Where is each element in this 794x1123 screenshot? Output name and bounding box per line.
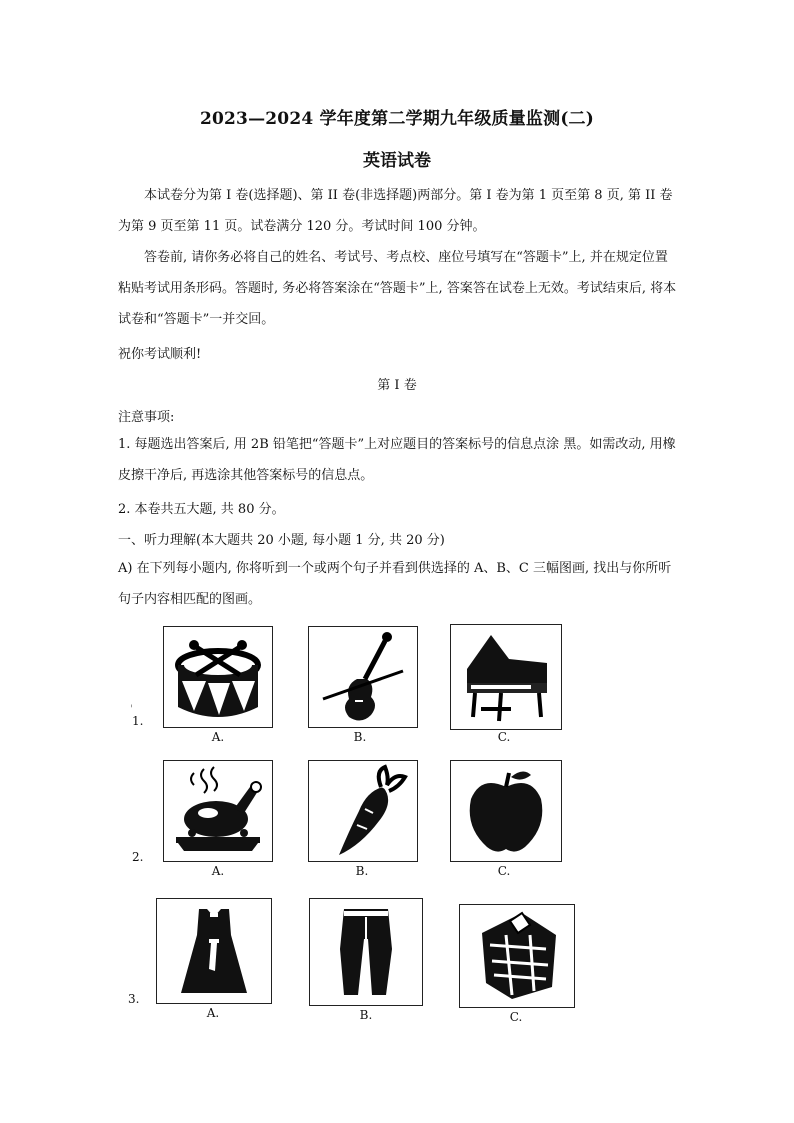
option-label-2b: B.: [355, 864, 369, 878]
option-label-3a: A.: [206, 1006, 220, 1020]
option-label-2c: C.: [497, 864, 511, 878]
option-label-1b: B.: [353, 730, 367, 744]
notes-title: 注意事项:: [118, 410, 175, 425]
question-number-1: 1.: [132, 714, 144, 728]
option-label-1c: C.: [497, 730, 511, 744]
wish-text: 祝你考试顺利!: [118, 347, 202, 362]
piano-icon: [451, 625, 561, 729]
option-image-3c: [459, 904, 575, 1008]
option-image-2c: [450, 760, 562, 862]
intro-paragraph-2: 答卷前, 请你务必将自己的姓名、考试号、考点校、座位号填写在“答题卡”上, 并在规定位置粘贴考试用条形码。答题时, 务必将答案涂在“答题卡”上, 答案答在试卷上无效。考试结束后, 将本试卷和“答题卡”一并交回。: [118, 250, 677, 327]
option-image-2a: [163, 760, 273, 862]
roast-chicken-icon: [164, 761, 272, 861]
exam-subtitle: 英语试卷: [363, 151, 431, 171]
option-image-2b: [308, 760, 418, 862]
note-1: 1. 每题选出答案后, 用 2B 铅笔把“答题卡”上对应题目的答案标号的信息点涂 黑。如需改动, 用橡皮擦干净后, 再选涂其他答案标号的信息点。: [118, 437, 676, 483]
section-title: 一、听力理解(本大题共 20 小题, 每小题 1 分, 共 20 分): [118, 533, 445, 548]
question-number-2: 2.: [132, 850, 144, 864]
option-image-3a: [156, 898, 272, 1004]
violin-icon: [309, 627, 417, 727]
option-label-3b: B.: [359, 1008, 373, 1022]
part-heading: 第 I 卷: [377, 378, 417, 393]
exam-title: 2023—2024 学年度第二学期九年级质量监测(二): [199, 109, 595, 129]
option-label-3c: C.: [509, 1010, 523, 1024]
drum-icon: [164, 627, 272, 727]
scan-mark: ': [130, 704, 133, 715]
option-image-1b: [308, 626, 418, 728]
shirt-icon: [460, 905, 574, 1007]
section-instruction: A) 在下列每小题内, 你将听到一个或两个句子并看到供选择的 A、B、C 三幅图画, 找出与你所听句子内容相匹配的图画。: [118, 561, 672, 607]
option-image-1c: [450, 624, 562, 730]
option-image-3b: [309, 898, 423, 1006]
note-2: 2. 本卷共五大题, 共 80 分。: [118, 502, 285, 517]
carrot-icon: [309, 761, 417, 861]
option-label-1a: A.: [211, 730, 225, 744]
trousers-icon: [310, 899, 422, 1005]
apple-icon: [451, 761, 561, 861]
option-image-1a: [163, 626, 273, 728]
question-number-3: 3.: [128, 992, 140, 1006]
intro-paragraph-1: 本试卷分为第 I 卷(选择题)、第 II 卷(非选择题)两部分。第 I 卷为第 1 页至第 8 页, 第 II 卷为第 9 页至第 11 页。试卷满分 120 分。考试时间 100 分钟。: [118, 188, 673, 234]
option-label-2a: A.: [211, 864, 225, 878]
dress-icon: [157, 899, 271, 1003]
